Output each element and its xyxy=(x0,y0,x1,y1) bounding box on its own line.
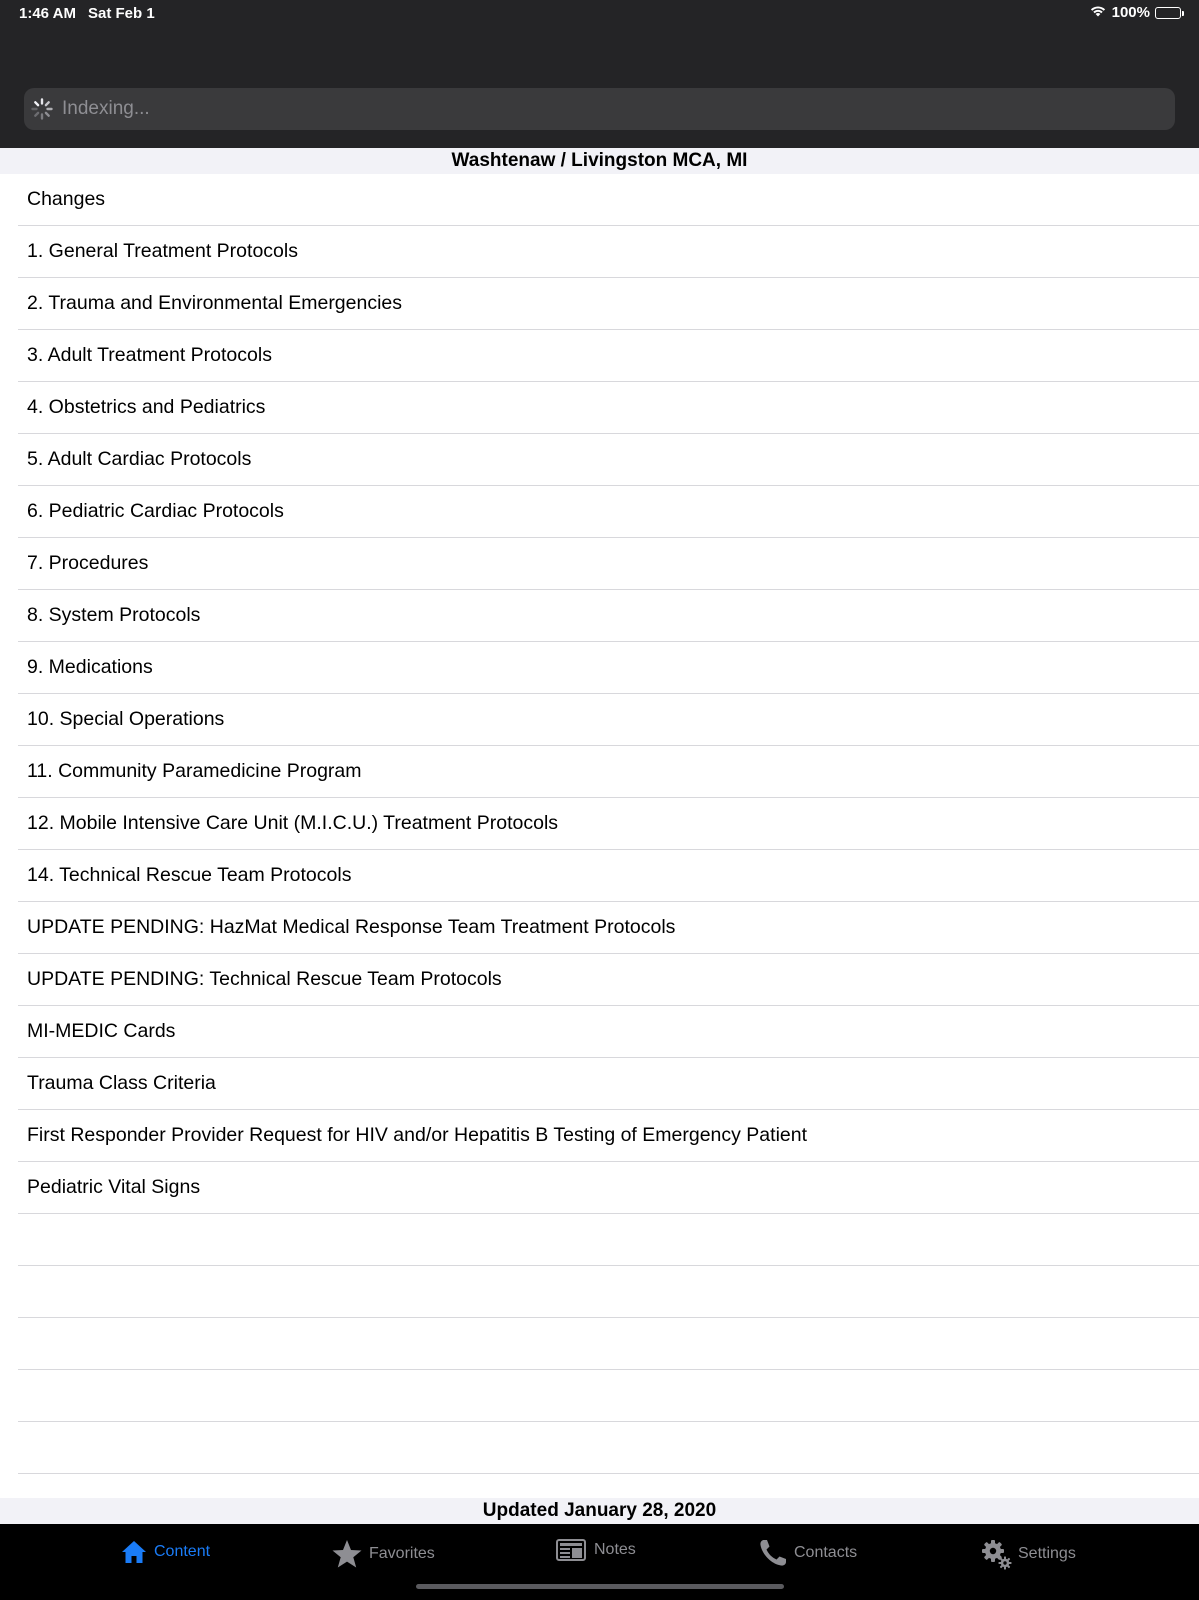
empty-row xyxy=(18,1422,1199,1474)
list-item-obstetrics-pediatrics[interactable]: 4. Obstetrics and Pediatrics xyxy=(18,382,1199,434)
content-list xyxy=(0,174,1199,1474)
list-item-system-protocols[interactable]: 8. System Protocols xyxy=(18,590,1199,642)
list-item-adult-cardiac[interactable]: 5. Adult Cardiac Protocols xyxy=(18,434,1199,486)
tab-favorites-label: Favorites xyxy=(369,1545,435,1562)
status-indicators xyxy=(1089,4,1181,21)
gears-icon xyxy=(980,1538,1012,1570)
loading-spinner-icon xyxy=(30,97,54,121)
empty-row xyxy=(18,1318,1199,1370)
list-item-general-treatment[interactable]: 1. General Treatment Protocols xyxy=(18,226,1199,278)
list-item-pediatric-cardiac[interactable]: 6. Pediatric Cardiac Protocols xyxy=(18,486,1199,538)
tab-settings-label: Settings xyxy=(1018,1545,1076,1562)
list-item-community-paramedicine[interactable]: 11. Community Paramedicine Program xyxy=(18,746,1199,798)
tab-favorites[interactable] xyxy=(331,1538,435,1570)
tab-contacts-label: Contacts xyxy=(794,1544,858,1561)
tab-contacts[interactable] xyxy=(758,1538,857,1568)
list-item-changes[interactable]: Changes xyxy=(18,174,1199,226)
list-item-micu[interactable]: 12. Mobile Intensive Care Unit (M.I.C.U.) Treatment Protocols xyxy=(18,798,1199,850)
home-icon xyxy=(120,1538,148,1566)
section-title: Washtenaw / Livingston MCA, MI xyxy=(0,148,1199,174)
list-item-adult-treatment[interactable]: 3. Adult Treatment Protocols xyxy=(18,330,1199,382)
list-item-update-technical-rescue[interactable]: UPDATE PENDING: Technical Rescue Team Protocols xyxy=(18,954,1199,1006)
battery-percent: 100% xyxy=(1111,4,1150,21)
home-indicator xyxy=(416,1584,784,1589)
updated-footer: Updated January 28, 2020 xyxy=(0,1498,1199,1524)
list-item-update-hazmat[interactable]: UPDATE PENDING: HazMat Medical Response Team Treatment Protocols xyxy=(18,902,1199,954)
list-item-mi-medic-cards[interactable]: MI-MEDIC Cards xyxy=(18,1006,1199,1058)
empty-row xyxy=(18,1214,1199,1266)
tab-content[interactable] xyxy=(120,1538,210,1566)
empty-row xyxy=(18,1370,1199,1422)
search-field[interactable] xyxy=(24,88,1175,130)
list-item-medications[interactable]: 9. Medications xyxy=(18,642,1199,694)
list-item-trauma-environmental[interactable]: 2. Trauma and Environmental Emergencies xyxy=(18,278,1199,330)
list-item-special-operations[interactable]: 10. Special Operations xyxy=(18,694,1199,746)
status-time: 1:46 AM xyxy=(19,5,76,22)
list-item-hiv-hepatitis-request[interactable]: First Responder Provider Request for HIV and/or Hepatitis B Testing of Emergency Patient xyxy=(18,1110,1199,1162)
battery-icon xyxy=(1155,7,1181,19)
search-input[interactable] xyxy=(60,97,1144,121)
wifi-icon xyxy=(1089,4,1107,21)
tab-notes[interactable] xyxy=(556,1538,636,1562)
tab-content-label: Content xyxy=(154,1543,211,1560)
star-icon xyxy=(331,1538,363,1570)
notes-icon xyxy=(556,1538,588,1562)
status-date: Sat Feb 1 xyxy=(88,5,155,22)
list-item-technical-rescue[interactable]: 14. Technical Rescue Team Protocols xyxy=(18,850,1199,902)
tab-settings[interactable] xyxy=(980,1538,1076,1570)
tab-notes-label: Notes xyxy=(594,1541,636,1558)
phone-icon xyxy=(758,1538,788,1568)
list-item-pediatric-vitals[interactable]: Pediatric Vital Signs xyxy=(18,1162,1199,1214)
empty-row xyxy=(18,1266,1199,1318)
top-bar xyxy=(0,0,1199,148)
list-item-trauma-class[interactable]: Trauma Class Criteria xyxy=(18,1058,1199,1110)
list-item-procedures[interactable]: 7. Procedures xyxy=(18,538,1199,590)
